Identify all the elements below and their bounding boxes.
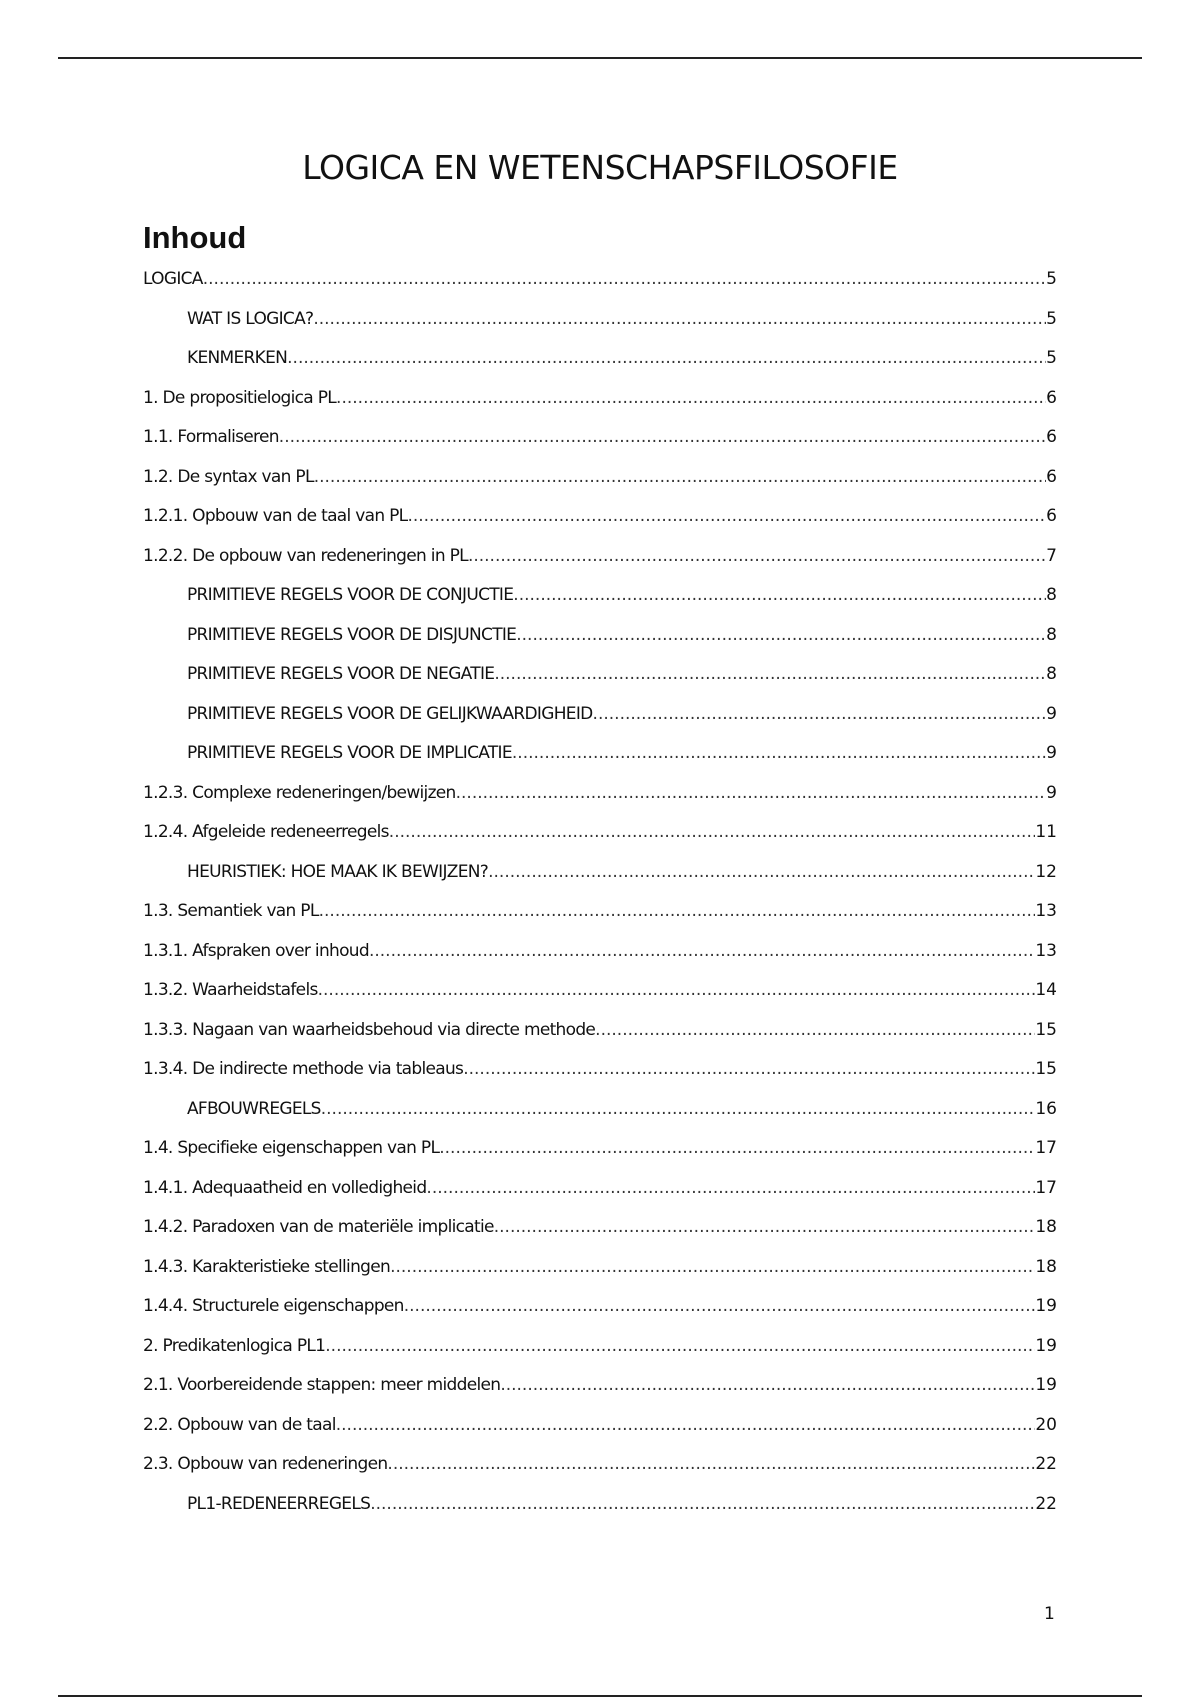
toc-dot-leader bbox=[313, 309, 1046, 329]
header-rule bbox=[58, 57, 1142, 59]
toc-dot-leader bbox=[513, 585, 1046, 605]
toc-entry-label: 1.4. Specifieke eigenschappen van PL bbox=[143, 1138, 440, 1158]
toc-entry-label: 1.4.4. Structurele eigenschappen bbox=[143, 1296, 404, 1316]
toc-dot-leader bbox=[468, 546, 1046, 566]
toc-entry-label: 1.2.2. De opbouw van redeneringen in PL bbox=[143, 545, 468, 566]
toc-entry[interactable] bbox=[143, 348, 1057, 388]
toc-entry-label: HEURISTIEK: HOE MAAK IK BEWIJZEN? bbox=[187, 861, 489, 882]
toc-entry-page: 9 bbox=[1046, 743, 1057, 763]
document-title: LOGICA EN WETENSCHAPSFILOSOFIE bbox=[302, 148, 898, 187]
toc-dot-leader bbox=[494, 1217, 1036, 1237]
toc-dot-leader bbox=[456, 783, 1047, 803]
toc-dot-leader bbox=[336, 1415, 1036, 1435]
toc-dot-leader bbox=[512, 743, 1046, 763]
toc-entry-label: PRIMITIEVE REGELS VOOR DE IMPLICATIE bbox=[187, 743, 512, 763]
toc-entry-label: 1.4.1. Adequaatheid en volledigheid bbox=[143, 1177, 427, 1198]
toc-entry-page: 15 bbox=[1035, 1019, 1057, 1040]
toc-entry-page: 15 bbox=[1035, 1059, 1057, 1079]
toc-entry[interactable] bbox=[143, 1217, 1057, 1257]
toc-entry[interactable] bbox=[143, 664, 1057, 704]
toc-entry-page: 8 bbox=[1046, 624, 1057, 645]
toc-entry[interactable] bbox=[143, 427, 1057, 467]
toc-entry-page: 5 bbox=[1046, 308, 1057, 329]
toc-entry-page: 9 bbox=[1046, 703, 1057, 724]
toc-entry-page: 9 bbox=[1046, 782, 1057, 803]
toc-entry[interactable] bbox=[143, 546, 1057, 586]
toc-entry[interactable] bbox=[143, 901, 1057, 941]
toc-dot-leader bbox=[488, 862, 1035, 882]
toc-entry-label: 1.3.4. De indirecte methode via tableaus bbox=[143, 1059, 464, 1079]
toc-dot-leader bbox=[321, 1099, 1036, 1119]
toc-dot-leader bbox=[390, 1257, 1035, 1277]
toc-entry-page: 13 bbox=[1035, 940, 1057, 961]
toc-dot-leader bbox=[314, 467, 1046, 487]
toc-entry-label: 2. Predikatenlogica PL1 bbox=[143, 1335, 326, 1356]
page-number: 1 bbox=[1044, 1604, 1055, 1624]
toc-entry-page: 8 bbox=[1046, 664, 1057, 684]
toc-entry[interactable] bbox=[143, 822, 1057, 862]
toc-dot-leader bbox=[426, 1178, 1035, 1198]
footer-rule bbox=[58, 1695, 1142, 1697]
toc-entry-label: 2.3. Opbouw van redeneringen bbox=[143, 1454, 388, 1474]
toc-entry-label: PRIMITIEVE REGELS VOOR DE GELIJKWAARDIGHEID bbox=[187, 703, 593, 724]
toc-entry-label: PRIMITIEVE REGELS VOOR DE NEGATIE bbox=[187, 664, 495, 684]
toc-entry-page: 13 bbox=[1035, 901, 1057, 921]
toc-entry-label: 1.3.1. Afspraken over inhoud bbox=[143, 940, 369, 961]
toc-entry[interactable] bbox=[143, 269, 1057, 309]
toc-entry[interactable] bbox=[143, 1375, 1057, 1415]
toc-entry-page: 11 bbox=[1035, 822, 1057, 842]
toc-entry-page: 19 bbox=[1035, 1335, 1057, 1356]
toc-entry-label: 1. De propositielogica PL bbox=[143, 387, 337, 408]
toc-dot-leader bbox=[389, 822, 1036, 842]
toc-entry[interactable] bbox=[143, 862, 1057, 902]
toc-dot-leader bbox=[279, 427, 1046, 447]
toc-entry-page: 17 bbox=[1035, 1177, 1057, 1198]
toc-entry[interactable] bbox=[143, 1059, 1057, 1099]
toc-entry-label: PRIMITIEVE REGELS VOOR DE CONJUCTIE bbox=[187, 585, 514, 605]
toc-dot-leader bbox=[203, 269, 1046, 289]
toc-entry-label: LOGICA bbox=[143, 269, 203, 289]
table-of-contents bbox=[143, 269, 1057, 1533]
toc-dot-leader bbox=[439, 1138, 1035, 1158]
toc-dot-leader bbox=[325, 1336, 1035, 1356]
toc-dot-leader bbox=[500, 1375, 1035, 1395]
toc-entry-page: 8 bbox=[1046, 585, 1057, 605]
toc-entry[interactable] bbox=[143, 388, 1057, 428]
toc-entry-page: 5 bbox=[1046, 348, 1057, 368]
toc-entry-label: PL1-REDENEERREGELS bbox=[187, 1493, 371, 1514]
toc-dot-leader bbox=[494, 664, 1046, 684]
toc-entry-page: 22 bbox=[1035, 1493, 1057, 1514]
toc-entry[interactable] bbox=[143, 1494, 1057, 1534]
toc-dot-leader bbox=[404, 1296, 1036, 1316]
toc-dot-leader bbox=[516, 625, 1046, 645]
toc-entry-page: 7 bbox=[1046, 545, 1057, 566]
toc-entry[interactable] bbox=[143, 1296, 1057, 1336]
toc-entry[interactable] bbox=[143, 1454, 1057, 1494]
toc-entry-page: 22 bbox=[1035, 1454, 1057, 1474]
toc-entry-label: 1.2.4. Afgeleide redeneerregels bbox=[143, 822, 389, 842]
toc-entry[interactable] bbox=[143, 309, 1057, 349]
toc-entry[interactable] bbox=[143, 1020, 1057, 1060]
toc-entry-page: 18 bbox=[1035, 1217, 1057, 1237]
toc-heading: Inhoud bbox=[143, 220, 247, 255]
toc-entry-page: 19 bbox=[1035, 1375, 1057, 1395]
toc-dot-leader bbox=[319, 901, 1036, 921]
toc-entry-page: 5 bbox=[1046, 269, 1057, 289]
toc-entry-label: KENMERKEN bbox=[187, 348, 288, 368]
toc-entry-label: 1.2.1. Opbouw van de taal van PL bbox=[143, 506, 408, 526]
toc-entry-label: AFBOUWREGELS bbox=[187, 1098, 321, 1119]
toc-entry[interactable] bbox=[143, 1138, 1057, 1178]
toc-entry-label: PRIMITIEVE REGELS VOOR DE DISJUNCTIE bbox=[187, 624, 517, 645]
toc-entry-page: 16 bbox=[1035, 1098, 1057, 1119]
toc-entry[interactable] bbox=[143, 743, 1057, 783]
toc-entry[interactable] bbox=[143, 1336, 1057, 1376]
toc-dot-leader bbox=[287, 348, 1046, 368]
toc-entry-label: 1.3.3. Nagaan van waarheidsbehoud via directe methode bbox=[143, 1019, 596, 1040]
toc-entry-label: 1.3. Semantiek van PL bbox=[143, 901, 319, 921]
toc-entry-page: 19 bbox=[1035, 1296, 1057, 1316]
toc-entry-page: 6 bbox=[1046, 506, 1057, 526]
toc-entry[interactable] bbox=[143, 506, 1057, 546]
toc-entry[interactable] bbox=[143, 783, 1057, 823]
toc-entry-page: 20 bbox=[1035, 1414, 1057, 1435]
toc-entry-page: 14 bbox=[1035, 980, 1057, 1000]
toc-dot-leader bbox=[369, 941, 1035, 961]
toc-entry-label: 1.3.2. Waarheidstafels bbox=[143, 980, 318, 1000]
toc-dot-leader bbox=[387, 1454, 1035, 1474]
toc-entry-label: 2.1. Voorbereidende stappen: meer middelen bbox=[143, 1375, 501, 1395]
toc-entry-label: WAT IS LOGICA? bbox=[187, 308, 314, 329]
toc-entry[interactable] bbox=[143, 704, 1057, 744]
toc-entry-label: 1.2.3. Complexe redeneringen/bewijzen bbox=[143, 782, 456, 803]
toc-entry-page: 6 bbox=[1046, 387, 1057, 408]
toc-dot-leader bbox=[595, 1020, 1035, 1040]
toc-entry-page: 6 bbox=[1046, 427, 1057, 447]
toc-dot-leader bbox=[336, 388, 1046, 408]
toc-entry-page: 12 bbox=[1035, 861, 1057, 882]
toc-dot-leader bbox=[370, 1494, 1035, 1514]
toc-entry[interactable] bbox=[143, 1257, 1057, 1297]
toc-entry[interactable] bbox=[143, 1415, 1057, 1455]
toc-entry[interactable] bbox=[143, 625, 1057, 665]
toc-entry-label: 1.4.2. Paradoxen van de materiële implicatie bbox=[143, 1217, 494, 1237]
toc-entry[interactable] bbox=[143, 941, 1057, 981]
toc-entry-page: 6 bbox=[1046, 466, 1057, 487]
toc-entry-label: 1.2. De syntax van PL bbox=[143, 466, 314, 487]
toc-dot-leader bbox=[407, 506, 1046, 526]
toc-entry[interactable] bbox=[143, 1178, 1057, 1218]
toc-entry-label: 1.1. Formaliseren bbox=[143, 427, 279, 447]
toc-entry-label: 2.2. Opbouw van de taal bbox=[143, 1414, 336, 1435]
toc-entry-page: 17 bbox=[1035, 1138, 1057, 1158]
toc-entry-label: 1.4.3. Karakteristieke stellingen bbox=[143, 1256, 391, 1277]
toc-entry[interactable] bbox=[143, 980, 1057, 1020]
toc-entry[interactable] bbox=[143, 467, 1057, 507]
toc-entry-page: 18 bbox=[1035, 1256, 1057, 1277]
toc-entry[interactable] bbox=[143, 585, 1057, 625]
toc-dot-leader bbox=[463, 1059, 1035, 1079]
toc-dot-leader bbox=[593, 704, 1047, 724]
toc-entry[interactable] bbox=[143, 1099, 1057, 1139]
toc-dot-leader bbox=[318, 980, 1036, 1000]
